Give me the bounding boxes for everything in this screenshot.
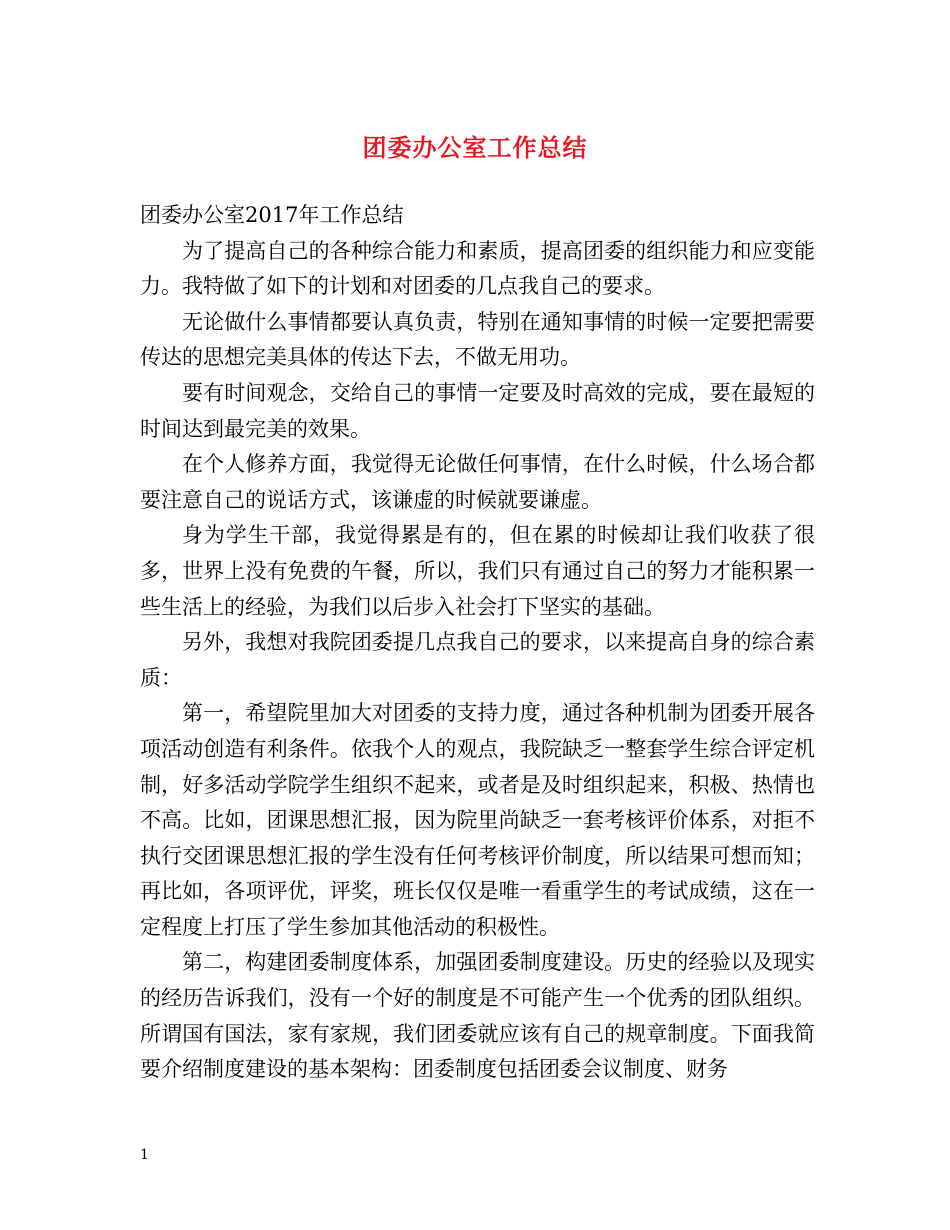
paragraph: 另外，我想对我院团委提几点我自己的要求，以来提高自身的综合素质： xyxy=(140,630,815,690)
paragraph: 身为学生干部，我觉得累是有的，但在累的时候却让我们收获了很多，世界上没有免费的午餐，所以，我们只有通过自己的努力才能积累一些生活上的经验，为我们以后步入社会打下坚实的基础。 xyxy=(140,523,815,619)
document-title: 团委办公室工作总结 xyxy=(362,133,588,162)
paragraph: 第一，希望院里加大对团委的支持力度，通过各种机制为团委开展各项活动创造有利条件。依我个人的观点，我院缺乏一整套学生综合评定机制，好多活动学院学生组织不起来，或者是及时组织起来，积极、热情也不高。比如，团课思想汇报，因为院里尚缺乏一套考核评价体系，对拒不执行交团课思想汇报的学生没有任何考核评价制度，所以结果可想而知；再比如，各项评优，评奖，班长仅仅是唯一看重学生的考试成绩，这在一定程度上打压了学生参加其他活动的积极性。 xyxy=(140,701,815,939)
paragraph: 在个人修养方面，我觉得无论做任何事情，在什么时候，什么场合都要注意自己的说话方式，该谦虚的时候就要谦虚。 xyxy=(140,452,815,512)
document-subtitle: 团委办公室2017年工作总结 xyxy=(140,203,404,227)
paragraph: 要有时间观念，交给自己的事情一定要及时高效的完成，要在最短的时间达到最完美的效果。 xyxy=(140,380,815,441)
document-body xyxy=(140,198,815,1088)
paragraph: 第二，构建团委制度体系，加强团委制度建设。历史的经验以及现实的经历告诉我们，没有一个好的制度是不可能产生一个优秀的团队组织。所谓国有国法，家有家规，我们团委就应该有自己的规章制度。下面我简要介绍制度建设的基本架构：团委制度包括团委会议制度、财务 xyxy=(140,950,815,1082)
paragraph: 为了提高自己的各种综合能力和素质，提高团委的组织能力和应变能力。我特做了如下的计划和对团委的几点我自己的要求。 xyxy=(140,238,815,299)
page-number: 1 xyxy=(140,1147,149,1163)
paragraph: 无论做什么事情都要认真负责，特别在通知事情的时候一定要把需要传达的思想完美具体的传达下去，不做无用功。 xyxy=(140,309,815,370)
